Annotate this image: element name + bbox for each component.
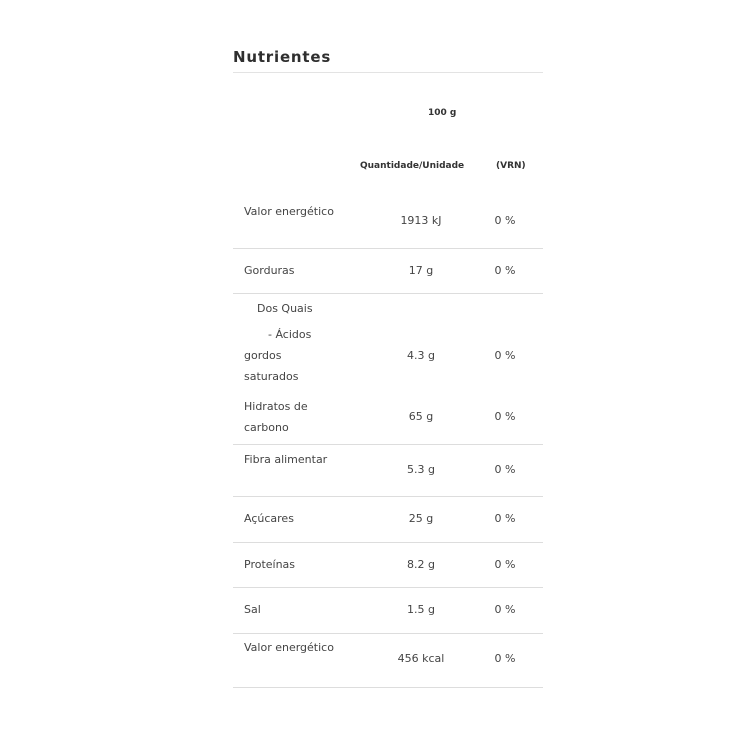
row-name: Fibra alimentar [244, 453, 328, 466]
row-name-group: Dos Quais [257, 302, 313, 315]
table-row [233, 587, 543, 634]
per-100g-label: 100 g [428, 108, 457, 118]
row-name: - Ácidos gordos saturados [244, 328, 312, 383]
row-quantity: 1913 kJ [400, 214, 442, 227]
row-quantity: 25 g [408, 512, 434, 525]
row-quantity: 456 kcal [397, 652, 445, 665]
row-quantity: 8.2 g [407, 558, 435, 571]
row-vrn: 0 % [494, 512, 516, 525]
row-name: Açúcares [244, 512, 294, 525]
nutrition-panel [233, 48, 543, 665]
table-row [233, 293, 543, 388]
row-name: Valor energético [244, 641, 334, 654]
row-quantity: 17 g [408, 264, 434, 277]
row-name: Gorduras [244, 264, 295, 277]
row-name: Proteínas [244, 558, 296, 571]
row-vrn: 0 % [494, 463, 516, 476]
row-quantity: 5.3 g [407, 463, 435, 476]
row-vrn: 0 % [494, 349, 516, 362]
row-vrn: 0 % [494, 652, 516, 665]
row-name: Sal [244, 603, 261, 616]
table-row [233, 496, 543, 543]
quantity-column-header: Quantidade/Unidade [360, 161, 465, 171]
table-row [233, 388, 543, 445]
row-vrn: 0 % [494, 410, 516, 423]
row-vrn: 0 % [494, 603, 516, 616]
vrn-column-header: (VRN) [496, 161, 526, 171]
row-quantity: 65 g [408, 410, 434, 423]
table-row [233, 542, 543, 588]
row-quantity: 1.5 g [407, 603, 435, 616]
row-vrn: 0 % [494, 264, 516, 277]
row-vrn: 0 % [494, 214, 516, 227]
row-vrn: 0 % [494, 558, 516, 571]
row-quantity: 4.3 g [407, 349, 435, 362]
table-row [233, 444, 543, 497]
row-name: Hidratos de carbono [244, 400, 308, 434]
row-name: Valor energético [244, 205, 334, 218]
table-row [233, 248, 543, 294]
nutrients-title: Nutrientes [233, 48, 543, 73]
table-row [233, 633, 543, 688]
table-row [233, 198, 543, 249]
